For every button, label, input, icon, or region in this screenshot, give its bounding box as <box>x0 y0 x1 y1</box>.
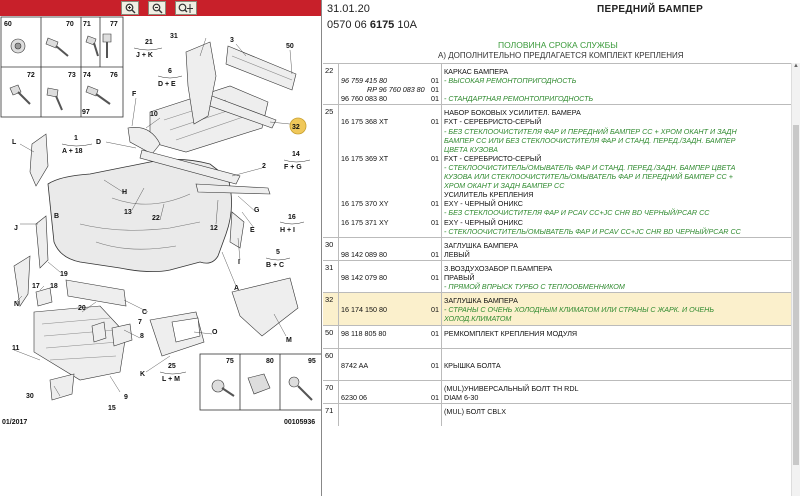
svg-text:17: 17 <box>32 283 40 290</box>
part-description: - СТЕКЛООЧИСТИТЕЛЬ/ОМЫВАТЕЛЬ ФАР И СТАНД. ПЕРЕД./ЗАДН. БАМПЕР ЦВЕТА <box>444 162 736 172</box>
parts-table <box>323 63 793 426</box>
part-description: З.ВОЗДУХОЗАБОР П.БАМПЕРА <box>444 263 553 273</box>
part-reference[interactable]: 98 142 079 80 <box>341 273 387 283</box>
row-number: 31 <box>323 261 339 292</box>
svg-text:8: 8 <box>140 333 144 340</box>
part-description: ЗАГЛУШКА БАМПЕРА <box>444 240 518 250</box>
part-description: DIAM 6-30 <box>444 393 479 403</box>
table-row[interactable] <box>323 348 793 380</box>
part-quantity: 01 <box>431 360 439 370</box>
clip-nut-icon <box>248 374 270 394</box>
svg-text:C: C <box>142 309 148 316</box>
svg-text:31: 31 <box>170 33 178 40</box>
table-row[interactable] <box>323 292 793 324</box>
svg-text:H + I: H + I <box>280 227 295 234</box>
svg-text:10: 10 <box>150 111 158 118</box>
exploded-bumper-diagram <box>0 16 322 496</box>
bottom-fastener-icons <box>212 374 312 400</box>
part-description: (MUL)УНИВЕРСАЛЬНЫЙ БОЛТ TH RDL <box>444 384 579 394</box>
part-description: КУЗОВА ИЛИ СТЕКЛООЧИСТИТЕЛЬ/ОМЫВАТЕЛЬ ФАР И ПЕРЕДНИЙ БАМПЕР CC + <box>444 172 733 182</box>
svg-text:F + G: F + G <box>284 164 302 171</box>
part-reference[interactable]: 98 142 089 80 <box>341 249 387 259</box>
part-description: - БЕЗ СТЕКЛООЧИСТИТЕЛЯ ФАР И PCAV CC+JC CHR BD ЧЕРНЫЙ/PCAR CC <box>444 208 710 218</box>
svg-text:14: 14 <box>292 151 300 158</box>
part-quantity: 01 <box>431 153 439 163</box>
part-quantity: 01 <box>431 328 439 338</box>
svg-text:21: 21 <box>145 39 153 46</box>
svg-text:J + K: J + K <box>136 52 153 59</box>
table-row[interactable] <box>323 403 793 426</box>
svg-text:16: 16 <box>288 214 296 221</box>
part-quantity: 01 <box>431 217 439 227</box>
part-description: ПРАВЫЙ <box>444 273 475 283</box>
part-quantity: 01 <box>431 117 439 127</box>
row-number: 30 <box>323 238 339 260</box>
svg-text:M: M <box>286 337 292 344</box>
svg-text:A: A <box>234 285 240 292</box>
svg-text:6: 6 <box>168 68 172 75</box>
bolt-head-icon <box>289 377 299 387</box>
pan-button[interactable] <box>175 1 197 15</box>
svg-text:L + M: L + M <box>162 376 180 383</box>
part-reference[interactable]: 8742 AA <box>341 360 369 370</box>
svg-text:D + E: D + E <box>158 81 176 88</box>
svg-text:D: D <box>96 139 102 146</box>
clip-icon <box>103 34 111 42</box>
part-quantity: 01 <box>431 305 439 315</box>
part-description: РЕМКОМПЛЕКТ КРЕПЛЕНИЯ МОДУЛЯ <box>444 328 578 338</box>
svg-text:50: 50 <box>286 43 294 50</box>
parts-panel <box>323 0 800 496</box>
zoom-in-button[interactable] <box>121 1 139 15</box>
svg-text:25: 25 <box>168 363 176 370</box>
part-quantity: 01 <box>431 393 439 403</box>
diagram-date: 01/2017 <box>2 419 28 426</box>
table-row[interactable] <box>323 104 793 236</box>
svg-text:I: I <box>238 259 240 266</box>
svg-text:K: K <box>140 371 146 378</box>
svg-text:E: E <box>250 227 255 234</box>
box-label-97: 97 <box>82 109 90 116</box>
part-quantity: 01 <box>431 273 439 283</box>
part-description: ЗАГЛУШКА БАМПЕРА <box>444 296 518 306</box>
part-description: БАМПЕР CC ИЛИ БЕЗ СТЕКЛООЧИСТИТЕЛЯ ФАР И СТАНД. ПЕРЕД./ЗАДН. БАМПЕР <box>444 135 736 145</box>
row-number: 60 <box>323 349 339 380</box>
svg-text:2: 2 <box>262 163 266 170</box>
part-description: FXT - СЕРЕБРИСТО-СЕРЫЙ <box>444 153 542 163</box>
part-description: EXY - ЧЕРНЫЙ ОНИКС <box>444 199 523 209</box>
box-label-80: 80 <box>266 358 274 365</box>
part-quantity: 01 <box>431 94 439 104</box>
part-reference[interactable]: 98 118 805 80 <box>341 328 387 338</box>
service-life-note: ПОЛОВИНА СРОКА СЛУЖБЫ <box>498 40 618 50</box>
svg-text:B: B <box>54 213 60 220</box>
svg-text:H: H <box>122 189 128 196</box>
table-row[interactable] <box>323 237 793 260</box>
part-description: НАБОР БОКОВЫХ УСИЛИТЕЛ. БАМЕРА <box>444 108 581 118</box>
svg-text:3: 3 <box>230 37 234 44</box>
diagram-panel <box>0 0 322 496</box>
part-quantity: 01 <box>431 76 439 86</box>
box-label-72: 72 <box>27 72 35 79</box>
svg-text:L: L <box>12 139 17 146</box>
box-label-71: 71 <box>83 21 91 28</box>
part-description: FXT - СЕРЕБРИСТО-СЕРЫЙ <box>444 117 542 127</box>
part-description: КАРКАС БАМПЕРА <box>444 67 509 76</box>
svg-text:15: 15 <box>108 405 116 412</box>
catalog-code <box>327 19 417 31</box>
svg-text:1: 1 <box>74 135 78 142</box>
part-description: - БЕЗ СТЕКЛООЧИСТИТЕЛЯ ФАР И ПЕРЕДНИЙ БАМПЕР CC + ХРОМ ОКАНТ И ЗАДН <box>444 126 737 136</box>
svg-text:N: N <box>14 301 20 308</box>
row-number: 50 <box>323 326 339 348</box>
svg-text:22: 22 <box>152 215 160 222</box>
diagram-code: 00105936 <box>284 419 316 426</box>
svg-text:19: 19 <box>60 271 68 278</box>
part-description: - СТЕКЛООЧИСТИТЕЛЬ/ОМЫВАТЕЛЬ ФАР И PCAV CC+JC CHR BD ЧЕРНЫЙ/PCAR CC <box>444 226 741 236</box>
svg-text:G: G <box>254 207 260 214</box>
part-description: - ВЫСОКАЯ РЕМОНТОПРИГОДНОСТЬ <box>444 76 577 86</box>
column-divider <box>441 404 442 426</box>
vertical-scrollbar[interactable] <box>791 63 800 496</box>
part-reference[interactable]: 96 759 415 80 <box>341 76 387 86</box>
part-reference[interactable]: 16 175 368 XT <box>341 117 389 127</box>
row-number: 71 <box>323 404 339 426</box>
part-description: ХРОМ ОКАНТ И ЗАДН БАМПЕР CC <box>444 181 565 191</box>
scrollbar-thumb[interactable] <box>793 125 799 465</box>
table-row[interactable] <box>323 380 793 403</box>
part-description: - СТРАНЫ С ОЧЕНЬ ХОЛОДНЫМ КЛИМАТОМ ИЛИ СТРАНЫ С ЖАРК. И ОЧЕНЬ <box>444 305 715 315</box>
zoom-out-icon <box>152 3 163 14</box>
box-label-74: 74 <box>83 72 91 79</box>
row-number: 25 <box>323 105 339 236</box>
svg-text:F: F <box>132 91 137 98</box>
box-label-95: 95 <box>308 358 316 365</box>
svg-text:5: 5 <box>276 249 280 256</box>
pan-magnifier-icon <box>178 3 194 14</box>
svg-text:30: 30 <box>26 393 34 400</box>
fastener-icons <box>10 34 111 110</box>
svg-text:18: 18 <box>50 283 58 290</box>
part-reference[interactable]: 16 175 369 XT <box>341 153 389 163</box>
bolt-icon <box>47 88 58 97</box>
part-description: (MUL) БОЛТ CBLX <box>444 407 506 417</box>
box-label-73: 73 <box>68 72 76 79</box>
push-rivet-icon <box>212 380 224 392</box>
part-reference[interactable]: 16 175 370 XY <box>341 199 389 209</box>
box-label-60: 60 <box>4 21 12 28</box>
box-label-70: 70 <box>66 21 74 28</box>
part-description: EXY - ЧЕРНЫЙ ОНИКС <box>444 217 523 227</box>
part-reference[interactable]: 96 760 083 80 <box>341 94 387 104</box>
part-description: ХОЛОД.КЛИМАТОМ <box>444 314 512 324</box>
table-row[interactable] <box>323 325 793 348</box>
svg-text:A + 18: A + 18 <box>62 148 83 155</box>
svg-text:7: 7 <box>138 319 142 326</box>
zoom-out-button[interactable] <box>148 1 166 15</box>
part-description: ЛЕВЫЙ <box>444 249 470 259</box>
row-number: 32 <box>323 293 339 324</box>
part-reference[interactable]: RP 96 760 083 80 <box>367 85 425 95</box>
bumper-cover-shape <box>48 159 232 271</box>
svg-text:20: 20 <box>78 305 86 312</box>
part-reference[interactable]: 16 175 371 XY <box>341 217 389 227</box>
svg-text:O: O <box>212 329 218 336</box>
code-bold: 6175 <box>369 19 395 31</box>
table-row[interactable] <box>323 260 793 292</box>
svg-text:9: 9 <box>124 394 128 401</box>
row-number: 22 <box>323 64 339 104</box>
svg-text:11: 11 <box>12 345 20 352</box>
catalog-date: 31.01.20 <box>327 3 370 15</box>
fixing-kit-note: A) ДОПОЛНИТЕЛЬНО ПРЕДЛАГАЕТСЯ КОМПЛЕКТ КРЕПЛЕНИЯ <box>438 51 684 60</box>
part-description: - ПРЯМОЙ ВПРЫСК ТУРБО С ТЕПЛООБМЕННИКОМ <box>444 282 625 292</box>
part-quantity: 01 <box>431 85 439 95</box>
part-quantity: 01 <box>431 199 439 209</box>
svg-text:13: 13 <box>124 209 132 216</box>
scroll-up-icon[interactable]: ▲ <box>793 63 799 69</box>
box-label-75: 75 <box>226 358 234 365</box>
diagram-toolbar <box>0 0 322 16</box>
row-number: 70 <box>323 381 339 403</box>
box-label-77: 77 <box>110 21 118 28</box>
code-prefix: 0570 06 <box>327 19 367 31</box>
svg-text:B + C: B + C <box>266 262 285 269</box>
code-suffix: 10A <box>397 19 417 31</box>
box-label-76: 76 <box>110 72 118 79</box>
zoom-in-icon <box>125 3 136 14</box>
part-reference[interactable]: 16 174 150 80 <box>341 305 387 315</box>
table-row[interactable] <box>323 63 793 104</box>
svg-text:J: J <box>14 225 18 232</box>
fastener-box-grid <box>1 17 123 117</box>
part-description: - СТАНДАРТНАЯ РЕМОНТОПРИГОДНОСТЬ <box>444 94 594 104</box>
part-description: КРЫШКА БОЛТА <box>444 360 501 370</box>
part-description: УСИЛИТЕЛЬ КРЕПЛЕНИЯ <box>444 190 534 200</box>
svg-text:12: 12 <box>210 225 218 232</box>
svg-text:32: 32 <box>292 124 300 131</box>
part-quantity: 01 <box>431 249 439 259</box>
page-title: ПЕРЕДНИЙ БАМПЕР <box>597 4 704 15</box>
part-description: ЦВЕТА КУЗОВА <box>444 144 498 154</box>
part-reference[interactable]: 6230 06 <box>341 393 367 403</box>
